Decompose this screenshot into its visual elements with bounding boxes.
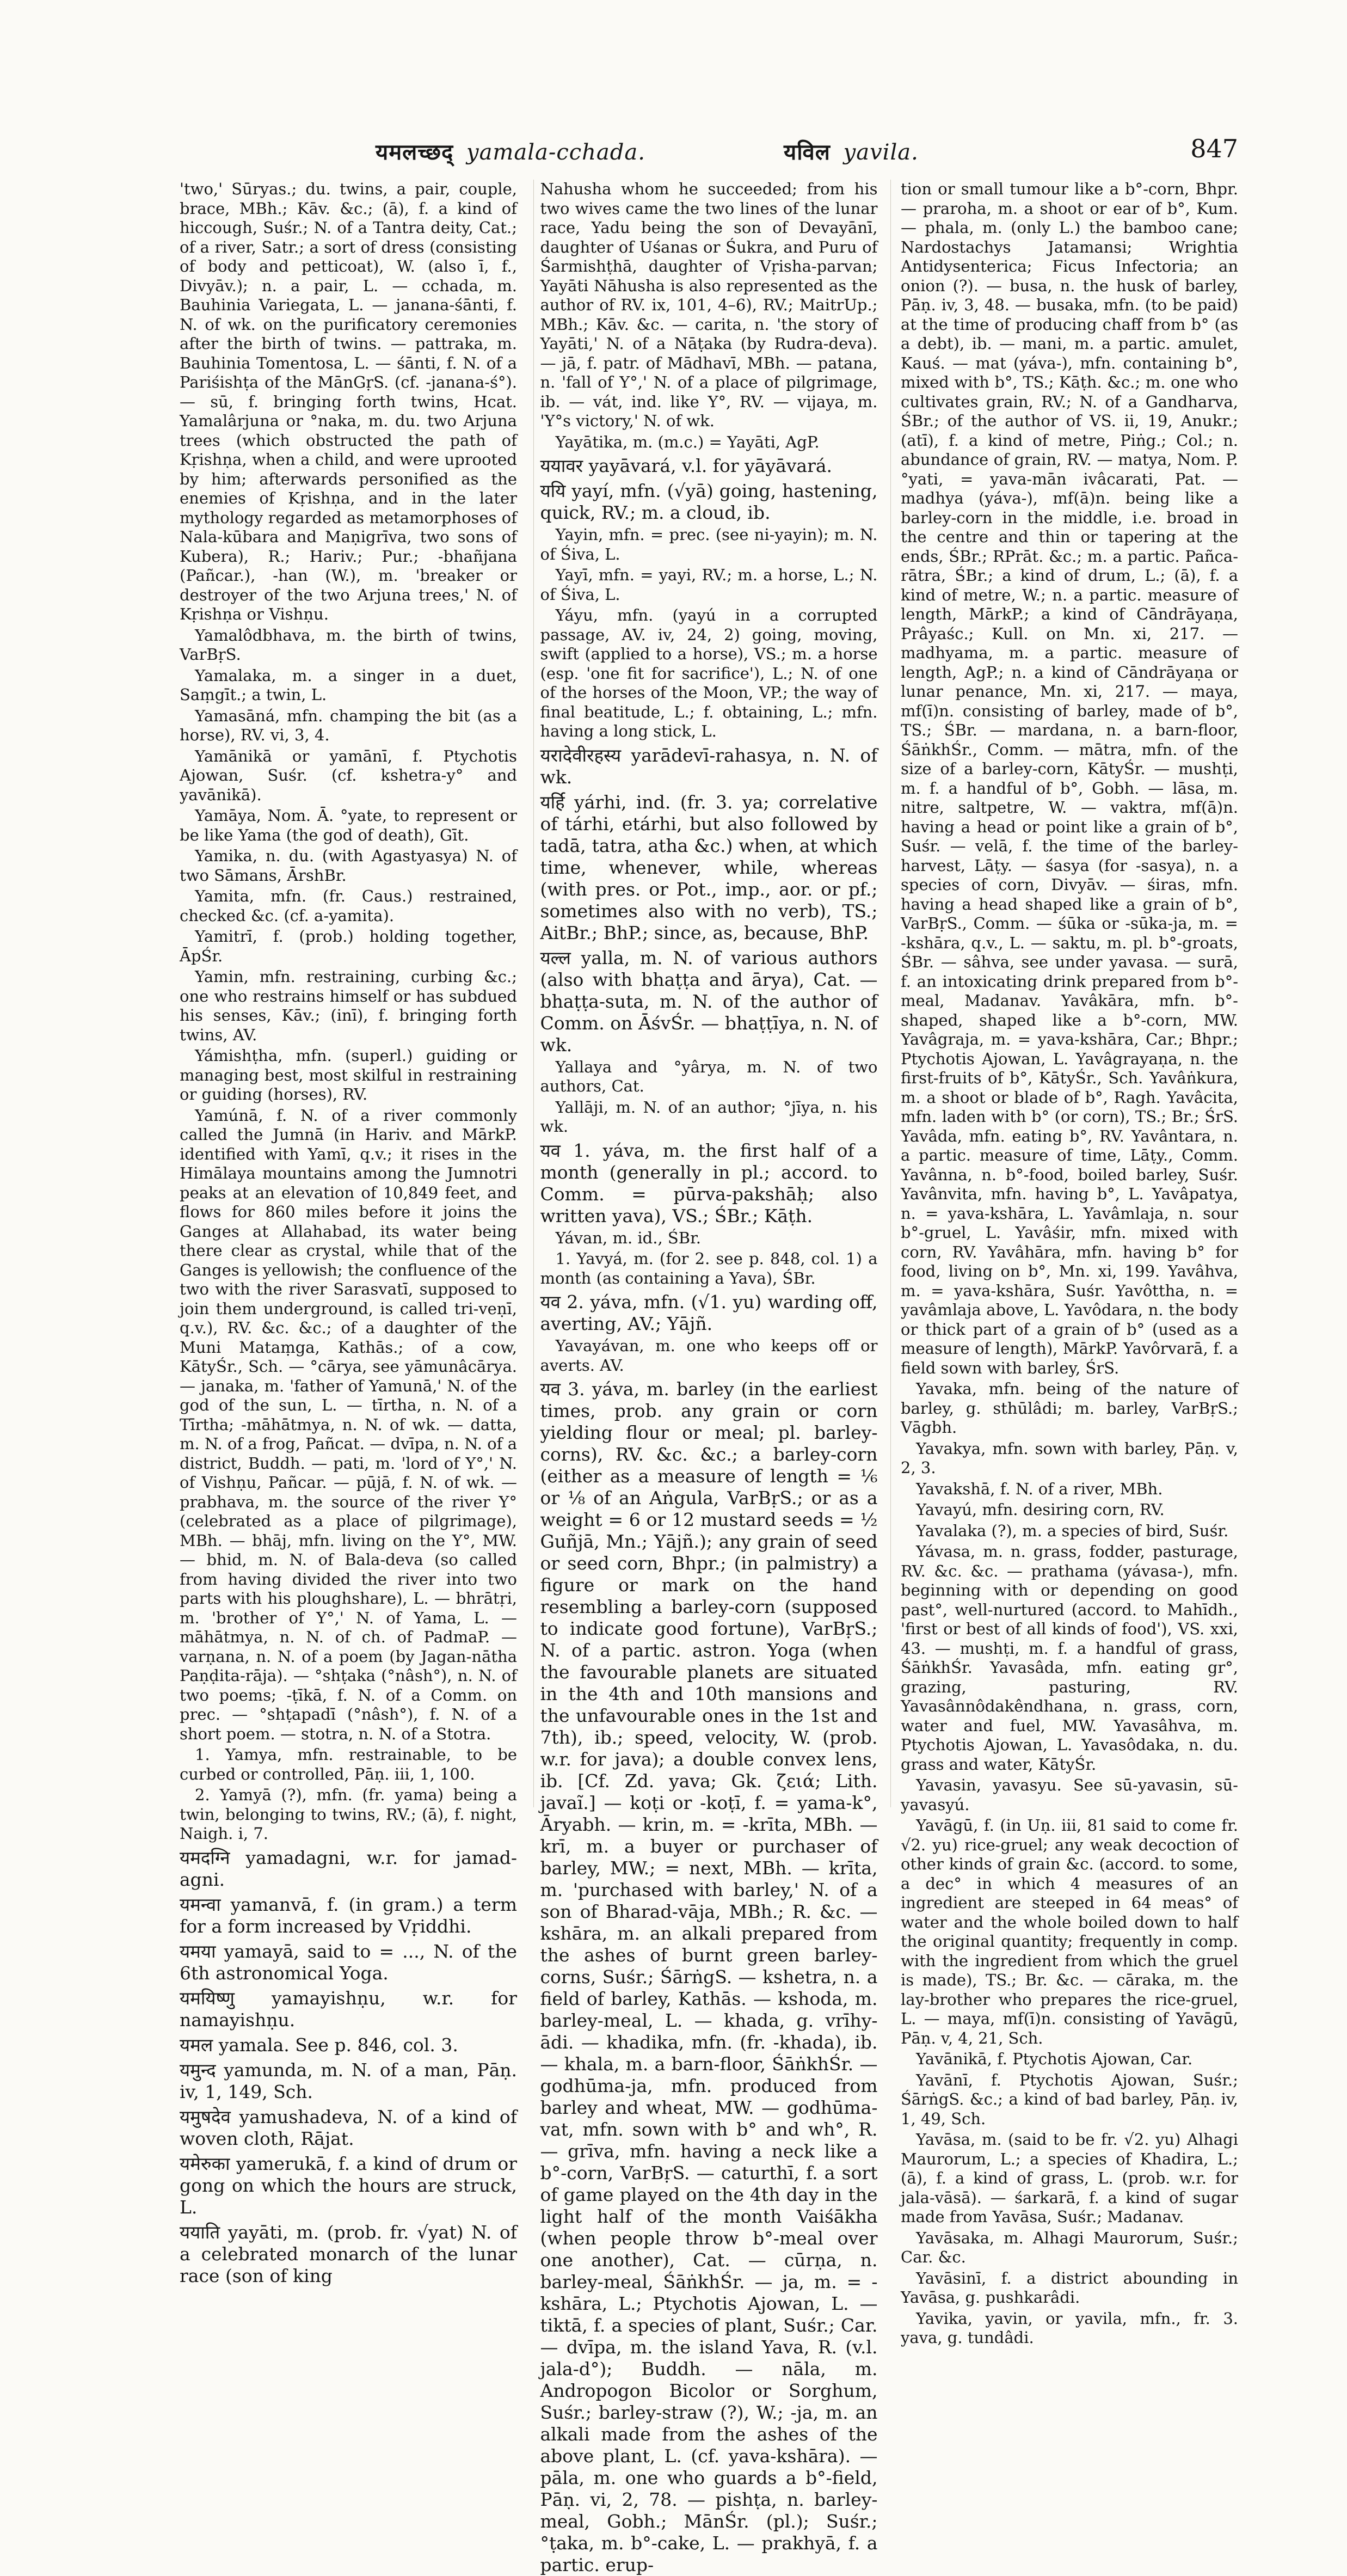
entry-paragraph: Yamúnā, f. N. of a river commonly called the Jumnā (in Hariv. and MārkP. identified with Yamī, q.v.; it rises in the Himālaya mountains among the Jumnotri peaks at an elevation of 10,849 feet, and flows for 860 miles before it joins the Ganges at Allahabad, its water being there clear as crystal, while that of the Ganges is yellowish; the confluence of the two with the river Sarasvatī, supposed to join them underground, is called tri-veṇī, q.v.), RV. &c. &c.; of a daughter of the Muni Mataṃga, Kathās.; of a cow, KātyŚr., Sch. — °cārya, see yāmunâcārya. — janaka, m. 'father of Yamunā,' N. of the god of the sun, L. — tīrtha, n. N. of a Tīrtha; -māhātmya, n. N. of wk. — datta, m. N. of a frog, Pañcat. — dvīpa, n. N. of a district, Buddh. — pati, m. 'lord of Y°,' N. of Vishṇu, Pañcar. — pūjā, f. N. of wk. — prabhava, m. the source of the river Y° (celebrated as a place of pilgrimage), MBh. — bhāj, mfn. living on the Y°, MW. — bhid, m. N. of Bala-deva (so called from having divided the river into two parts with his ploughshare), L. — bhrātṛi, m. 'brother of Y°,' N. of Yama, L. — māhātmya, n. N. of ch. of PadmaP. — varṇana, n. N. of a poem (by Jagan-nātha Paṇḍita-rāja). — °shṭaka (°nâsh°), n. N. of two poems; -ṭīkā, f. N. of a Comm. on prec. — °shṭapadī (°nâsh°), f. N. of a short poem. — stotra, n. N. of a Stotra. [180,1106,517,1743]
right-headword-devanagari: यविल [784,139,831,165]
main-entry: यमन्वा yamanvā, f. (in gram.) a term for a form increased by Vṛiddhi. [180,1893,517,1937]
main-entry: यमल yamala. See p. 846, col. 3. [180,2034,458,2056]
entry-paragraph: Yavaka, mfn. being of the nature of barley, g. sthūlâdi; m. barley, VarBṛS.; Vāgbh. [901,1379,1238,1437]
entry-paragraph: 1. Yamya, mfn. restrainable, to be curbed or controlled, Pāṇ. iii, 1, 100. [180,1745,517,1783]
entry-paragraph: Yavakshā, f. N. of a river, MBh. [916,1479,1163,1498]
entry-paragraph: 1. Yavyá, m. (for 2. see p. 848, col. 1) a month (as containing a Yava), ŚBr. [540,1249,878,1287]
entry-paragraph: Yamin, mfn. restraining, curbing &c.; one who restrains himself or has subdued his senses, Kāv.; (inī), f. bringing forth twins, AV. [180,967,517,1044]
entry-paragraph: Yallaya and °yârya, m. N. of two authors, Cat. [540,1057,878,1095]
main-entry: यमदग्नि yamadagni, w.r. for jamad-agni. [180,1847,517,1890]
entry-paragraph: Nahusha whom he succeeded; from his two wives came the two lines of the lunar race, Yadu being the son of Devayānī, daughter of Uśanas or Śukra, and Puru of Śarmishṭhā, daughter of Vṛisha-parvan; Yayāti Nāhusha is also represented as the author of RV. ix, 101, 4–6), RV.; MaitrUp.; MBh.; Kāv. &c. — carita, n. 'the story of Yayāti,' N. of a Nāṭaka (by Rudra-deva). — jā, f. patr. of Mādhavī, MBh. — patana, n. 'fall of Y°,' N. of a place of pilgrimage, ib. — vát, ind. like Y°, RV. — vijaya, m. 'Y°s victory,' N. of wk. [540,180,878,430]
right-headword [784,136,919,166]
column-right [901,180,1238,2347]
main-entry: यमया yamayā, said to = ..., N. of the 6th astronomical Yoga. [180,1940,517,1984]
main-entry: ययाति yayāti, m. (prob. fr. √yat) N. of a celebrated monarch of the lunar race (son of king [180,2221,517,2286]
main-entry: यमुन्द yamunda, m. N. of a man, Pāṇ. iv, 1, 149, Sch. [180,2059,517,2102]
entry-paragraph: Yavāsaka, m. Alhagi Maurorum, Suśr.; Car. &c. [901,2228,1238,2266]
entry-paragraph: Yamasāná, mfn. champing the bit (as a horse), RV. vi, 3, 4. [180,706,517,744]
entry-paragraph: Yavasin, yavasyu. See sū-yavasin, sū-yavasyú. [901,1776,1238,1814]
entry-paragraph: Yavika, yavin, or yavila, mfn., fr. 3. yava, g. tundâdi. [901,2309,1238,2347]
main-entry: यव 2. yáva, mfn. (√1. yu) warding off, averting, AV.; Yājñ. [540,1291,878,1334]
entry-paragraph: Yavānikā, f. Ptychotis Ajowan, Car. [916,2050,1193,2068]
main-entry: यमुषदेव yamushadeva, N. of a kind of woven cloth, Rājat. [180,2106,517,2149]
entry-paragraph: Yallāji, m. N. of an author; °jīya, n. his wk. [540,1097,878,1136]
left-headword-latin: yamala-cchada. [466,140,645,165]
column-left [180,180,517,2286]
entry-paragraph: 'two,' Sūryas.; du. twins, a pair, couple, brace, MBh.; Kāv. &c.; (ā), f. a kind of hiccough, Suśr.; N. of a Tantra deity, Cat.; of a river, Satr.; a sort of dress (consisting of body and petticoat), W. (also ī, f., Divyāv.); n. a pair, L. — cchada, m. Bauhinia Variegata, L. — janana-śānti, f. N. of wk. on the purificatory ceremonies after the birth of twins. — pattraka, m. Bauhinia Tomentosa, L. — śānti, f. N. of a Pariśishṭa of the MānGṛS. (cf. -janana-ś°). — sū, f. bringing forth twins, Hcat. Yamalârjuna or °naka, m. du. two Arjuna trees (which obstructed the path of Kṛishṇa, when a child, and were uprooted by him; afterwards personified as the enemies of Kṛishṇa, and in the later mythology regarded as metamorphoses of Nala-kūbara and Maṇigrīva, two sons of Kubera), R.; Hariv.; Pur.; -bhañjana (Pañcar.), -han (W.), m. 'breaker or destroyer of the two Arjuna trees,' N. of Kṛishṇa or Vishṇu. [180,180,517,623]
entry-paragraph: Yayātika, m. (m.c.) = Yayāti, AgP. [555,432,820,451]
entry-paragraph: Yámishṭha, mfn. (superl.) guiding or managing best, most skilful in restraining or guiding (horses), RV. [180,1046,517,1103]
entry-paragraph: Yamalaka, m. a singer in a duet, Saṃgīt.; a twin, L. [180,666,517,704]
entry-paragraph: Yamānikā or yamānī, f. Ptychotis Ajowan, Suśr. (cf. kshetra-y° and yavānikā). [180,746,517,804]
left-headword [376,136,645,166]
entry-paragraph: Yayī, mfn. = yayi, RV.; m. a horse, L.; N. of Śiva, L. [540,566,878,604]
main-entry: यल्ल yalla, m. N. of various authors (also with bhaṭṭa and ārya), Cat. — bhaṭṭa-suta, m. N. of the author of Comm. on ĀśvŚr. — bhaṭṭīya, n. N. of wk. [540,947,878,1056]
main-entry: यमेरुका yamerukā, f. a kind of drum or gong on which the hours are struck, L. [180,2152,517,2218]
entry-paragraph: Yavāsinī, f. a district abounding in Yavāsa, g. pushkarâdi. [901,2268,1238,2307]
entry-paragraph: Yavakya, mfn. sown with barley, Pāṇ. v, 2, 3. [901,1439,1238,1477]
main-entry: ययि yayí, mfn. (√yā) going, hastening, quick, RV.; m. a cloud, ib. [540,480,878,523]
entry-paragraph: Yavayú, mfn. desiring corn, RV. [916,1500,1165,1519]
running-header [180,136,1238,174]
entry-paragraph: Yavayávan, m. one who keeps off or averts. AV. [540,1336,878,1375]
entry-paragraph: Yamika, n. du. (with Agastyasya) N. of two Sāmans, ĀrshBr. [180,847,517,885]
main-entry: यर्हि yárhi, ind. (fr. 3. ya; correlative of tárhi, etárhi, but also followed by tadā, tatra, atha &c.) when, at which time, whenever, while, whereas (with pres. or Pot., imp., aor. or pf.; sometimes also with no verb), TS.; AitBr.; BhP.; since, as, because, BhP. [540,791,878,943]
page-number: 847 [1190,134,1238,163]
entry-paragraph: Yávasa, m. n. grass, fodder, pasturage, RV. &c. &c. — prathama (yávasa-), mfn. beginning with or depending on good past°, well-nurtured (accord. to Mahīdh., 'first or best of all kinds of food'), VS. xxi, 43. — mushṭi, m. f. a handful of grass, ŚāṅkhŚr. Yavasâda, mfn. eating gr°, grazing, pasturing, RV. Yavasânnôdakêndhana, n. grass, corn, water and fuel, MW. Yavasâhva, m. Ptychotis Ajowan, L. Yavasôdaka, n. du. grass and water, KātyŚr. [901,1542,1238,1774]
right-headword-latin: yavila. [843,140,919,165]
entry-paragraph: Yavāgū, f. (in Uṇ. iii, 81 said to come fr. √2. yu) rice-gruel; any weak decoction of other kinds of grain &c. (accord. to some, a dec° in which 4 measures of an ingredient are steeped in 64 meas° of water and the whole boiled down to half the original quantity; frequently in comp. with the ingredient from which the gruel is made), TS.; Br. &c. — cāraka, m. the lay-brother who prepares the rice-gruel, L. — maya, mf(ī)n. consisting of Yavāgū, Pāṇ. v, 4, 21, Sch. [901,1816,1238,2047]
entry-paragraph: Yáyu, mfn. (yayú in a corrupted passage, AV. iv, 24, 2) going, moving, swift (applied to a horse), VS.; m. a horse (esp. 'one fit for sacrifice'), L.; N. of one of the horses of the Moon, VP.; the way of final beatitude, L.; f. obtaining, L.; mfn. having a long stick, L. [540,606,878,740]
entry-paragraph: Yamitrī, f. (prob.) holding together, ĀpŚr. [180,927,517,965]
entry-paragraph: Yavalaka (?), m. a species of bird, Suśr. [916,1521,1229,1540]
entry-paragraph: Yamāya, Nom. Ā. °yate, to represent or be like Yama (the god of death), Gīt. [180,806,517,844]
entry-paragraph: Yávan, m. id., ŚBr. [555,1228,701,1247]
main-entry: यव 3. yáva, m. barley (in the earliest times, prob. any grain or corn yielding flour or meal; pl. barley-corns), RV. &c. &c.; a barley-corn (either as a measure of length = ⅙ or ⅛ of an Aṅgula, VarBṛS.; or as a weight = 6 or 12 mustard seeds = ½ Guñjā, Mn.; Yājñ.); any grain of seed or seed corn, Bhpr.; (in palmistry) a figure or mark on the hand resembling a barley-corn (supposed to indicate good fortune), VarBṛS.; N. of a partic. astron. Yoga (when the favourable planets are situated in the 4th and 10th mansions and the unfavourable ones in the 1st and 7th), ib.; speed, velocity, W. (prob. w.r. for java); a double convex lens, ib. [Cf. Zd. yava; Gk. ζειά; Lith. javaĩ.] — koṭi or -koṭī, f. = yama-k°, Āryabh. — krin, m. = -krīta, MBh. — krī, m. a buyer or purchaser of barley, MW.; = next, MBh. — krīta, m. 'purchased with barley,' N. of a son of Bharad-vāja, MBh.; R. &c. — kshāra, m. an alkali prepared from the ashes of burnt green barley-corns, Suśr.; ŚārṅgS. — kshetra, n. a field of barley, Kathās. — kshoda, m. barley-meal, L. — khada, g. vrīhy-ādi. — khadika, mfn. (fr. -khada), ib. — khala, m. a barn-floor, ŚāṅkhŚr. — godhūma-ja, mfn. produced from barley and wheat, MW. — godhūma-vat, mfn. sown with b° and wh°, R. — grīva, mfn. having a neck like a b°-corn, VarBṛS. — caturthī, f. a sort of game played on the 4th day in the light half of the month Vaiśākha (when people throw b°-meal over one another), Cat. — cūrṇa, n. barley-meal, ŚāṅkhŚr. — ja, m. = -kshāra, L.; Ptychotis Ajowan, L. — tiktā, f. a species of plant, Suśr.; Car. — dvīpa, m. the island Yava, R. (v.l. jala-d°); Buddh. — nāla, m. Andropogon Bicolor or Sorghum, Suśr.; barley-straw (?), W.; -ja, m. an alkali made from the ashes of the above plant, L. (cf. yava-kshāra). — pāla, m. one who guards a b°-field, Pāṇ. vi, 2, 78. — pishṭa, n. barley-meal, Gobh.; MānŚr. (pl.); Suśr.; °ṭaka, m. b°-cake, L. — prakhyā, f. a partic. erup- [540,1378,878,2575]
column-middle [540,180,878,2575]
left-headword-devanagari: यमलच्छद् [376,139,454,165]
entry-paragraph: Yamita, mfn. (fr. Caus.) restrained, checked &c. (cf. a-yamita). [180,887,517,925]
entry-paragraph: tion or small tumour like a b°-corn, Bhpr. — praroha, m. a shoot or ear of b°, Kum. — phala, m. (only L.) the bamboo cane; Nardostachys Jatamansi; Wrightia Antidysenterica; Ficus Infectoria; an onion (?). — busa, n. the husk of barley, Pāṇ. iv, 3, 48. — busaka, mfn. (to be paid) at the time of producing chaff from b° (as a debt), ib. — mani, m. a partic. amulet, Kauś. — mat (yáva-), mfn. containing b°, mixed with b°, TS.; Kāṭh. &c.; m. one who cultivates grain, RV.; N. of a Gandharva, ŚBr.; of the author of VS. ii, 19, Anukr.; (atī), f. a kind of metre, Piṅg.; Col.; n. abundance of grain, RV. — matya, Nom. P. °yati, = yava-mān ivâcarati, Pat. — madhya (yáva-), mf(ā)n. being like a barley-corn in the middle, i.e. broad in the centre and thin or tapering at the ends, ŚBr.; RPrāt. &c.; m. a partic. Pañca-rātra, ŚBr.; a kind of drum, L.; (ā), f. a kind of metre, W.; n. a partic. measure of length, MārkP.; a kind of Cāndrāyaṇa, Prâyaśc.; Kull. on Mn. xi, 217. — madhyama, m. a partic. measure of length, AgP.; n. a kind of Cāndrāyaṇa or lunar penance, Mn. xi, 217. — maya, mf(ī)n. consisting of barley, made of b°, TS.; ŚBr. — mardana, n. a barn-floor, ŚāṅkhŚr., Comm. — mātra, mfn. of the size of a barley-corn, KātyŚr. — mushṭi, m. f. a handful of b°, Gobh. — lāsa, m. nitre, saltpetre, W. — vaktra, mf(ā)n. having a head or point like a grain of b°, Suśr. — velā, f. the time of the barley-harvest, Lāṭy. — śasya (for -sasya), n. a species of corn, Divyāv. — śiras, mfn. having a head shaped like a grain of b°, VarBṛS., Comm. — śūka or -sūka-ja, m. = -kshāra, q.v., L. — saktu, m. pl. b°-groats, ŚBr. — sâhva, see under yavasa. — surā, f. an intoxicating drink prepared from b°-meal, Madanav. Yavâkāra, mfn. b°-shaped, shaped like a b°-corn, MW. Yavâgraja, m. = yava-kshāra, Car.; Bhpr.; Ptychotis Ajowan, L. Yavâgrayaṇa, n. the first-fruits of b°, KātyŚr., Sch. Yavâṅkura, m. a shoot or blade of b°, Ragh. Yavâcita, mfn. laden with b° (or corn), TS.; Br.; ŚrS. Yavâda, mfn. eating b°, RV. Yavântara, n. a partic. measure of time, Lāṭy., Comm. Yavânna, n. b°-food, boiled barley, Suśr. Yavânvita, mfn. having b°, L. Yavâpatya, n. = yava-kshāra, L. Yavâmlaja, n. sour b°-gruel, L. Yavâśir, mfn. mixed with corn, RV. Yavâhāra, mfn. having b° for food, living on b°, Mn. xi, 199. Yavâhva, m. = yava-kshāra, Suśr. Yavôttha, n. = yavâmlaja above, L. Yavôdara, n. the body or thick part of a grain of b° (used as a measure of length), MārkP. Yavôrvarā, f. a field sown with barley, ŚrS. [901,180,1238,1377]
dictionary-columns [180,180,1238,2575]
main-entry: यव 1. yáva, m. the first half of a month (generally in pl.; accord. to Comm. = pūrva-pakshāḥ; also written yava), VS.; ŚBr.; Kāṭh. [540,1139,878,1226]
main-entry: यमयिष्णु yamayishṇu, w.r. for namayishṇu. [180,1987,517,2031]
main-entry: यरादेवीरहस्य yarādevī-rahasya, n. N. of wk. [540,744,878,788]
entry-paragraph: Yamalôdbhava, m. the birth of twins, VarBṛS. [180,625,517,664]
entry-paragraph: Yavānī, f. Ptychotis Ajowan, Suśr.; ŚārṅgS. &c.; a kind of bad barley, Pāṇ. iv, 1, 49, Sch. [901,2070,1238,2128]
entry-paragraph: 2. Yamyā (?), mfn. (fr. yama) being a twin, belonging to twins, RV.; (ā), f. night, Naigh. i, 7. [180,1786,517,1843]
entry-paragraph: Yavāsa, m. (said to be fr. √2. yu) Alhagi Maurorum, L.; a species of Khadira, L.; (ā), f. a kind of grass, L. (prob. w.r. for jala-vāsā). — śarkarā, f. a kind of sugar made from Yavāsa, Suśr.; Madanav. [901,2130,1238,2226]
main-entry: ययावर yayāvará, v.l. for yāyāvará. [540,455,833,476]
entry-paragraph: Yayin, mfn. = prec. (see ni-yayin); m. N. of Śiva, L. [540,525,878,563]
